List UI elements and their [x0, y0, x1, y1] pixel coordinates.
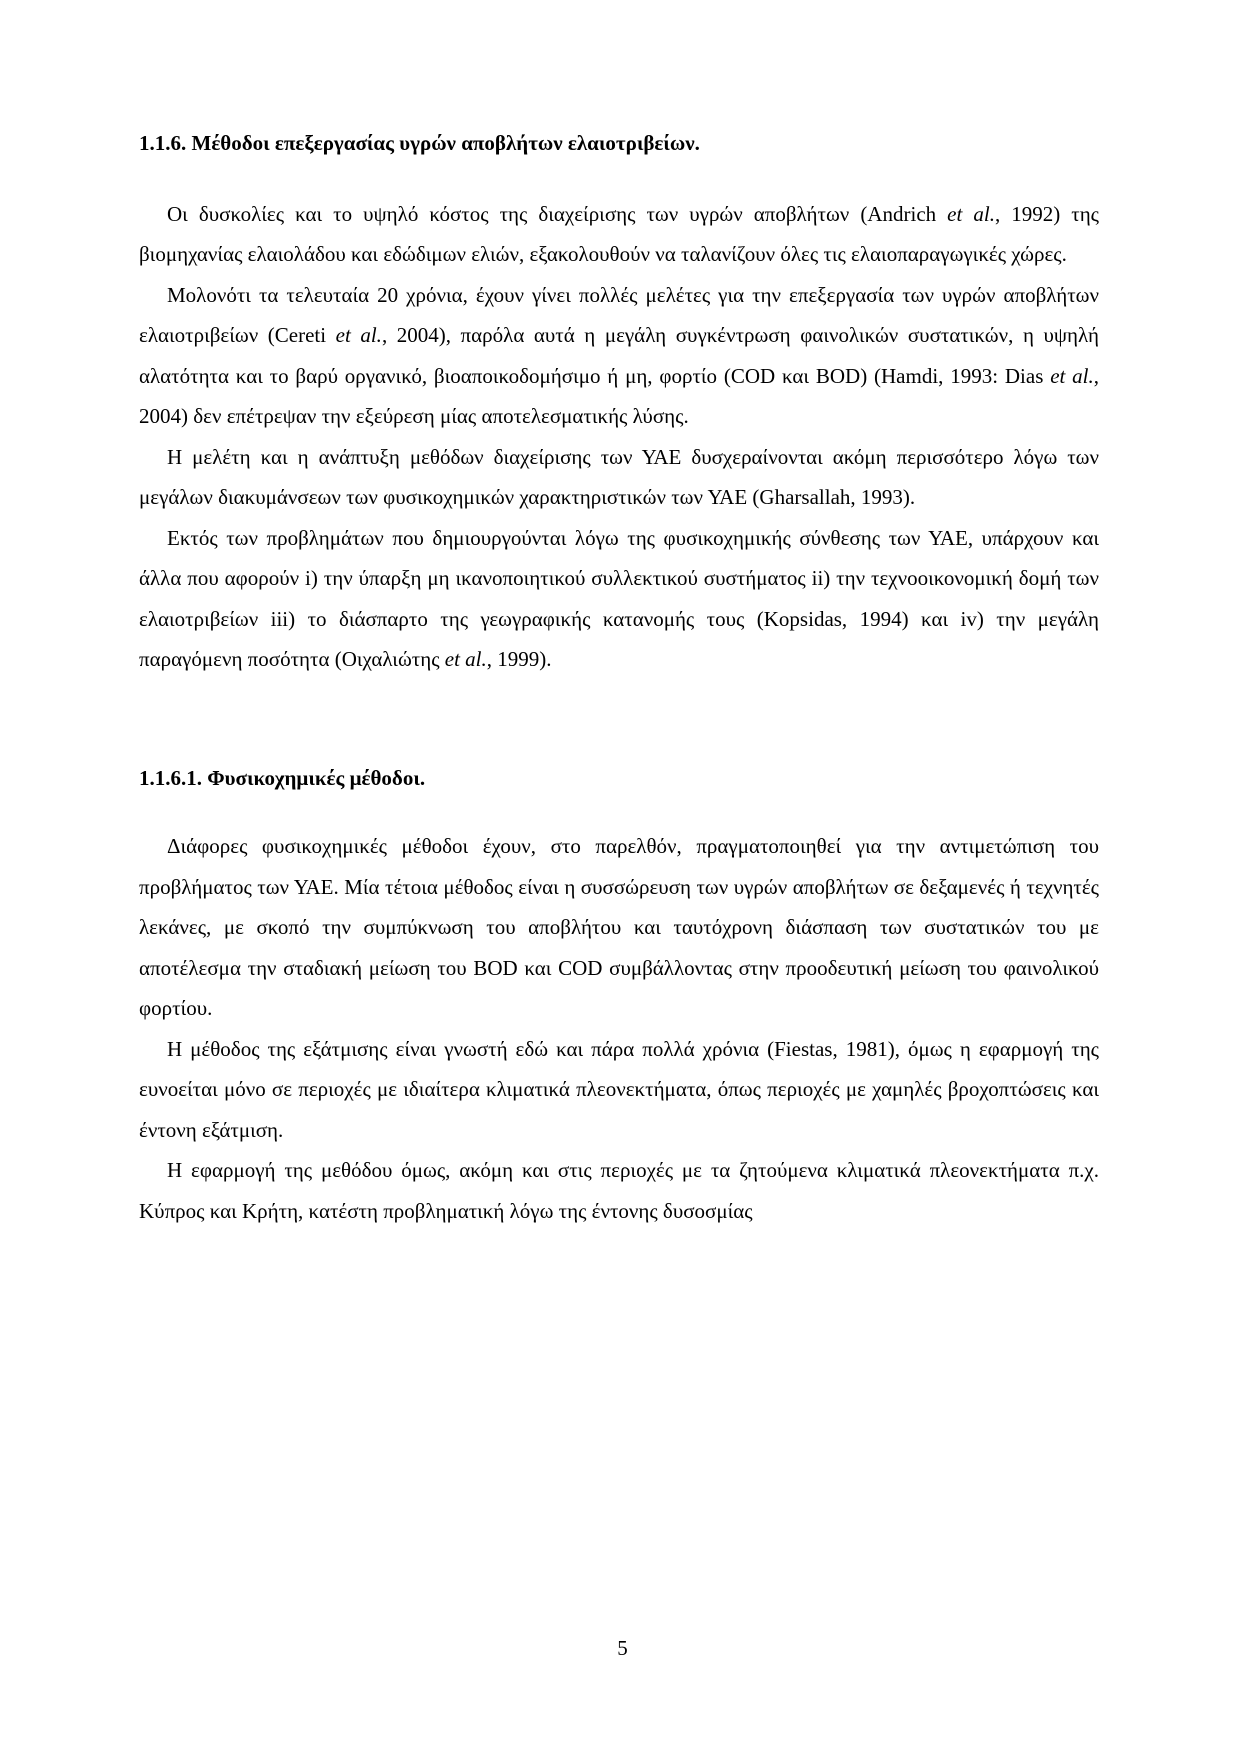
paragraph-7: Η εφαρμογή της μεθόδου όμως, ακόμη και στις περιοχές με τα ζητούμενα κλιματικά πλεονεκτήματα π.χ. Κύπρος και Κρήτη, κατέστη προβληματική λόγω της έντονης δυσοσμίας [139, 1158, 1099, 1223]
section-heading-1-1-6-1: 1.1.6.1. Φυσικοχημικές μέθοδοι. [139, 765, 426, 790]
paragraph-1-text-a: Οι δυσκολίες και το υψηλό κόστος της διαχείρισης των υγρών αποβλήτων (Andrich [167, 201, 948, 226]
paragraph-4-text-a: Εκτός των προβλημάτων που δημιουργούνται λόγω της φυσικοχημικής σύνθεσης των ΥΑΕ, υπάρχουν και άλλα που αφορούν i) την ύπαρξη μη ικανοποιητικού συλλεκτικού συστήματος ii) την τεχνοοικονομική δομή των ελαιοτριβείων iii) το διάσπαρτο της γεωγραφικής κατανομής τους (Kopsidas, 1994) και iv) την μεγάλη παραγόμενη ποσότητα (Οιχαλιώτης [139, 525, 1099, 671]
paragraph-4-text-b: , 1999). [486, 647, 552, 671]
section-gap [139, 680, 1099, 758]
paragraph-2 [139, 275, 1099, 437]
section-heading-1-1-6: 1.1.6. Μέθοδοι επεξεργασίας υγρών αποβλήτων ελαιοτριβείων. [139, 131, 700, 155]
paragraph-2-et-al-2: et al. [1050, 363, 1094, 388]
paragraph-2-et-al-1: et al. [335, 323, 382, 347]
paragraph-5: Διάφορες φυσικοχημικές μέθοδοι έχουν, στο παρελθόν, πραγματοποιηθεί για την αντιμετώπιση του προβλήματος των ΥΑΕ. Μία τέτοια μέθοδος είναι η συσσώρευση των υγρών αποβλήτων σε δεξαμενές ή τεχνητές λεκάνες, με σκοπό την συμπύκνωση του αποβλήτου και ταυτόχρονη διάσπαση των συστατικών του με αποτέλεσμα την σταδιακή μείωση του BOD και COD συμβάλλοντας στην προοδευτική μείωση του φαινολικού φορτίου. [139, 834, 1099, 1020]
paragraph-2-text-b: , 2004), παρόλα αυτά η μεγάλη συγκέντρωση φαινολικών συστατικών, η υψηλή αλατότητα και το βαρύ οργανικό, βιοαποικοδομήσιμο ή μη, φορτίο (COD και BOD) (Hamdi, 1993: Dias [139, 323, 1099, 388]
paragraph-6: Η μέθοδος της εξάτμισης είναι γνωστή εδώ και πάρα πολλά χρόνια (Fiestas, 1981), όμως η εφαρμογή της ευνοείται μόνο σε περιοχές με ιδιαίτερα κλιματικά πλεονεκτήματα, όπως περιοχές με χαμηλές βροχοπτώσεις και έντονη εξάτμιση. [139, 1036, 1099, 1142]
paragraph-3: Η μελέτη και η ανάπτυξη μεθόδων διαχείρισης των ΥΑΕ δυσχεραίνονται ακόμη περισσότερο λόγω των μεγάλων διακυμάνσεων των φυσικοχημικών χαρακτηριστικών των ΥΑΕ (Gharsallah, 1993). [139, 444, 1099, 509]
paragraph-4-et-al: et al. [444, 647, 487, 671]
paragraph-1-et-al: et al. [947, 201, 995, 226]
paragraph-1-text-b: , 1992) της βιομηχανίας ελαιολάδου και εδώδιμων ελιών, εξακολουθούν να ταλανίζουν όλες τις ελαιοπαραγωγικές χώρες. [139, 201, 1099, 266]
page-number: 5 [617, 1636, 628, 1660]
paragraph-1 [139, 194, 1099, 275]
paragraph-2-text-a: Μολονότι τα τελευταία 20 χρόνια, έχουν γίνει πολλές μελέτες για την επεξεργασία των υγρών αποβλήτων ελαιοτριβείων (Cereti [139, 282, 1099, 347]
paragraph-2-text-c: , 2004) δεν επέτρεψαν την εξεύρεση μίας αποτελεσματικής λύσης. [139, 363, 1099, 428]
paragraph-4 [139, 518, 1099, 680]
document-page [139, 112, 1099, 1231]
